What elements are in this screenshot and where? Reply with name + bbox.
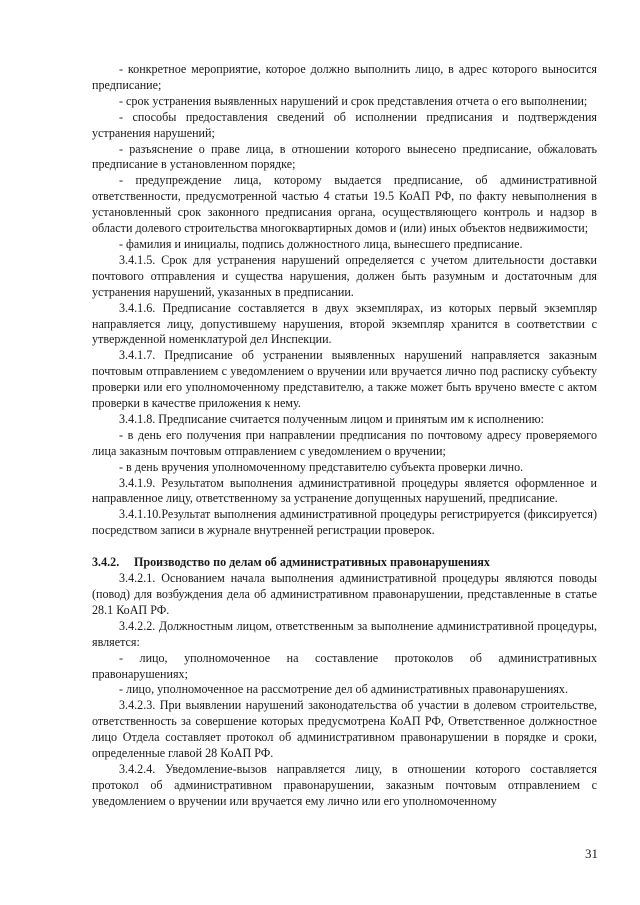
paragraph: - лицо, уполномоченное на рассмотрение дел об административных правонарушениях.	[119, 682, 568, 697]
section-heading	[92, 555, 597, 571]
paragraph: - разъяснение о праве лица, в отношении которого вынесено предписание, обжаловать предписание в установленном порядке;	[92, 141, 597, 172]
paragraph: 3.4.2.1. Основанием начала выполнения административной процедуры являются поводы (повод) для возбуждения дела об административном правонарушении, представленные в статье 28.1 КоАП РФ.	[92, 571, 597, 617]
paragraph: 3.4.1.8. Предписание считается полученным лицом и принятым им к исполнению:	[119, 411, 545, 426]
page-number: 31	[585, 846, 598, 861]
paragraph: 3.4.1.9. Результатом выполнения административной процедуры является оформленное и направленное лицу, ответственному за устранение допущенных нарушений, предписание.	[92, 475, 597, 506]
paragraph: 3.4.1.10.Результат выполнения административной процедуры регистрируется (фиксируется) посредством записи в журнале внутренней регистрации проверок.	[92, 507, 597, 538]
paragraph: 3.4.1.5. Срок для устранения нарушений определяется с учетом длительности доставки почтового отправления и существа нарушения, должен быть разумным и достаточным для устранения нарушений, указанных в предписании.	[92, 252, 597, 299]
paragraph-group-top	[92, 62, 597, 539]
paragraph: 3.4.1.6. Предписание составляется в двух экземплярах, из которых первый экземпляр направляется лицу, допустившему нарушения, второй экземпляр хранится в соответствии с утвержденной номенклатурой дел Инспекции.	[92, 300, 597, 347]
paragraph: - предупреждение лица, которому выдается предписание, об административной ответственности, предусмотренной частью 4 статьи 19.5 КоАП РФ, по факту невыполнения в установленный срок законного предписания органа, осуществляющего контроль и надзор в области долевого строительства многоквартирных домов и (или) иных объектов недвижимости;	[92, 173, 597, 236]
section-number: 3.4.2.	[92, 555, 120, 570]
paragraph: 3.4.1.7. Предписание об устранении выявленных нарушений направляется заказным почтовым отправлением с уведомлением о вручении или вручается лично под расписку субъекту проверки или его уполномоченному представителю, а также может быть вручено вместе с актом проверки в качестве приложения к нему.	[92, 348, 597, 411]
paragraph: - конкретное мероприятие, которое должно выполнить лицо, в адрес которого выносится предписание;	[92, 62, 597, 92]
paragraph: - срок устранения выявленных нарушений и срок представления отчета о его выполнении;	[119, 93, 588, 108]
paragraph: 3.4.2.3. При выявлении нарушений законодательства об участии в долевом строительстве, ответственность за совершение которых предусмотрена КоАП РФ, Ответственное должностное лицо Отдела составляет протокол об административном правонарушении в порядке и сроки, определенные главой 28 КоАП РФ.	[92, 698, 597, 761]
document-body	[92, 62, 597, 810]
paragraph: - лицо, уполномоченное на составление протоколов об административных правонарушениях;	[92, 650, 597, 681]
paragraph: 3.4.2.2. Должностным лицом, ответственным за выполнение административной процедуры, является:	[92, 618, 597, 649]
paragraph: - в день вручения уполномоченному представителю субъекта проверки лично.	[119, 459, 524, 474]
paragraph: - в день его получения при направлении предписания по почтовому адресу проверяемого лица заказным почтовым отправлением с уведомлением о вручении;	[92, 427, 597, 458]
paragraph: 3.4.2.4. Уведомление-вызов направляется лицу, в отношении которого составляется протокол об административном правонарушении, заказным почтовым отправлением с уведомлением о вручении или вручается ему лично или его уполномоченному	[92, 761, 597, 808]
paragraph: - способы предоставления сведений об исполнении предписания и подтверждения устранения нарушений;	[92, 109, 597, 140]
paragraph-group-bottom	[92, 571, 597, 810]
section-title: Производство по делам об административных правонарушениях	[134, 555, 490, 570]
paragraph: - фамилия и инициалы, подпись должностного лица, вынесшего предписание.	[119, 236, 523, 251]
